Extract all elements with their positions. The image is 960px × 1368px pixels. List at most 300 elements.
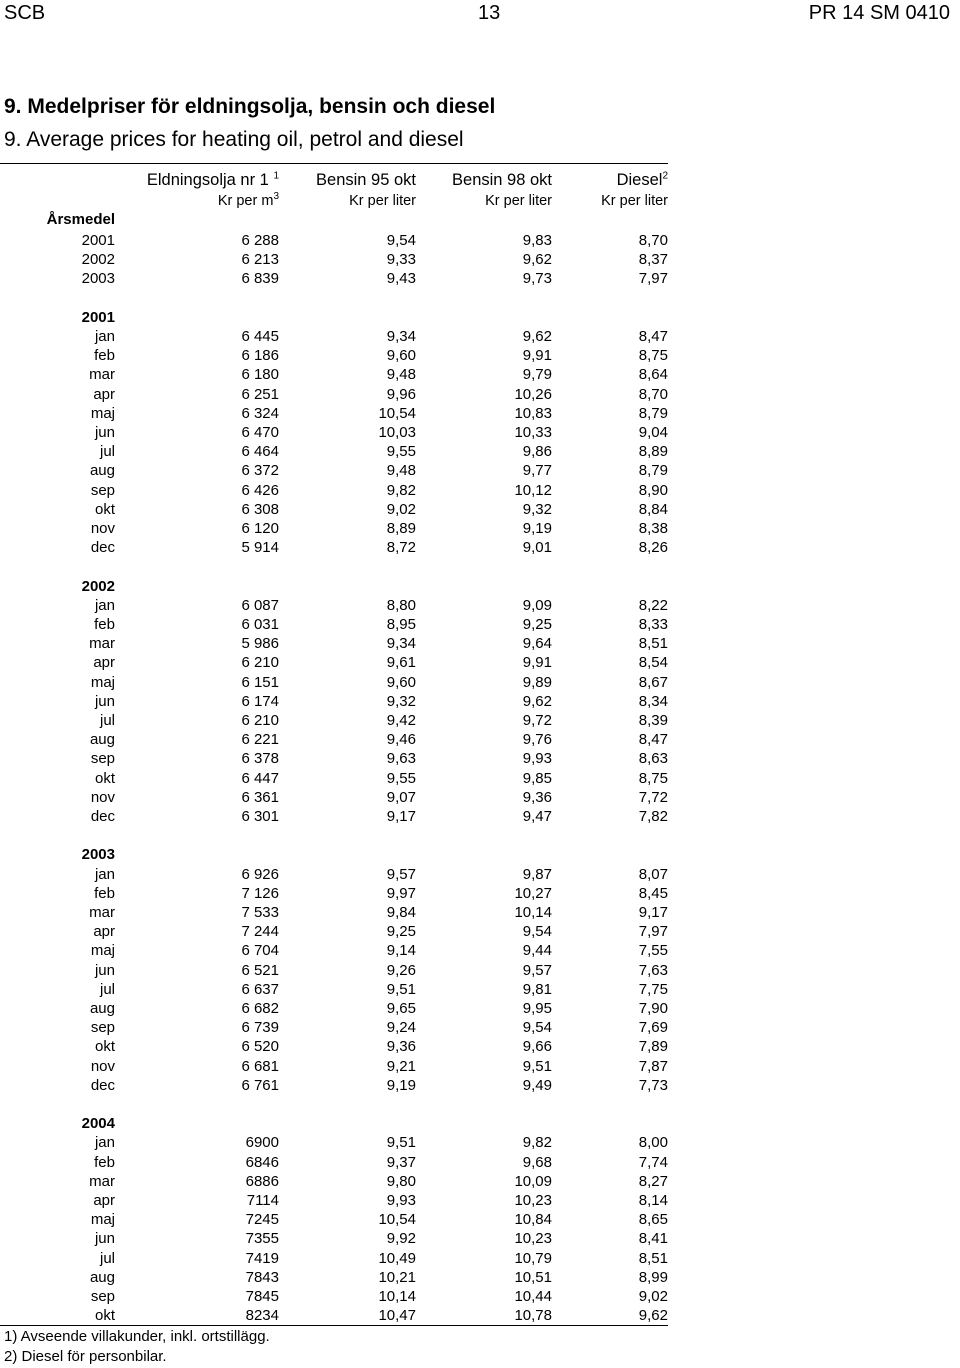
- row-label: okt: [94, 500, 115, 518]
- row-label: mar: [89, 1172, 115, 1190]
- row-label: jan: [94, 1134, 115, 1152]
- petrol-95-price: 9,48: [386, 462, 416, 480]
- row-label: 2002: [81, 251, 115, 269]
- diesel-price: 7,63: [638, 961, 668, 979]
- petrol-98-price: 9,91: [522, 654, 552, 672]
- petrol-98-price: 9,32: [522, 500, 552, 518]
- petrol-98-price: 9,89: [522, 673, 552, 691]
- heating-oil-price: 6 151: [241, 673, 279, 691]
- row-label: dec: [90, 539, 115, 557]
- month-row: [0, 941, 668, 960]
- row-label: jul: [99, 980, 115, 998]
- petrol-98-price: 9,36: [522, 788, 552, 806]
- heating-oil-price: 6 426: [241, 481, 279, 499]
- petrol-98-price: 10,83: [514, 404, 552, 422]
- year-group-label: 2003: [81, 846, 115, 864]
- column-name: Diesel: [616, 171, 663, 189]
- diesel-price: 8,54: [638, 654, 668, 672]
- petrol-95-price: 9,60: [386, 347, 416, 365]
- diesel-price: 8,37: [638, 251, 668, 269]
- petrol-95-price: 9,21: [386, 1057, 416, 1075]
- month-row: [0, 730, 668, 749]
- month-row: [0, 1249, 668, 1268]
- month-row: [0, 865, 668, 884]
- row-label: mar: [89, 904, 115, 921]
- petrol-95-price: 9,51: [386, 980, 416, 998]
- diesel-price: 9,62: [638, 1307, 668, 1325]
- petrol-95-price: 9,57: [386, 865, 416, 883]
- petrol-98-price: 9,72: [522, 712, 552, 729]
- month-row: [0, 1018, 668, 1037]
- petrol-95-price: 9,93: [386, 1192, 416, 1209]
- row-label: nov: [90, 788, 115, 806]
- petrol-95-price: 9,92: [386, 1230, 416, 1248]
- diesel-price: 7,73: [638, 1076, 668, 1094]
- petrol-95-price: 9,43: [386, 270, 416, 288]
- column-name: Bensin 98 okt: [452, 171, 552, 189]
- month-row: [0, 884, 668, 903]
- petrol-98-price: 9,54: [522, 923, 552, 941]
- petrol-98-price: 9,57: [522, 961, 552, 979]
- petrol-98-price: 10,23: [514, 1192, 552, 1209]
- row-label: dec: [90, 808, 115, 825]
- row-label: okt: [94, 769, 115, 787]
- heating-oil-price: 7355: [245, 1230, 279, 1248]
- petrol-98-price: 9,62: [522, 328, 552, 345]
- heating-oil-price: 6 301: [241, 808, 279, 825]
- row-label: sep: [90, 481, 115, 499]
- page-number: 13: [478, 2, 501, 24]
- diesel-price: 8,45: [638, 884, 668, 902]
- diesel-price: 8,39: [638, 712, 668, 729]
- petrol-95-price: 9,02: [386, 500, 416, 518]
- petrol-98-price: 9,09: [522, 596, 552, 614]
- year-group-label: 2004: [81, 1115, 115, 1133]
- petrol-95-price: 9,51: [386, 1134, 416, 1152]
- month-row: [0, 788, 668, 807]
- diesel-price: 7,89: [638, 1038, 668, 1056]
- petrol-95-price: 9,07: [386, 788, 416, 806]
- table-title-english: 9. Average prices for heating oil, petrol and diesel: [4, 128, 464, 151]
- heating-oil-price: 6 445: [241, 328, 279, 345]
- row-label: feb: [94, 616, 115, 633]
- row-label: nov: [90, 520, 115, 537]
- diesel-price: 7,74: [638, 1153, 668, 1171]
- diesel-price: 8,63: [638, 750, 668, 768]
- row-label: sep: [90, 1288, 115, 1305]
- petrol-95-price: 9,82: [386, 481, 416, 499]
- heating-oil-price: 6 210: [241, 712, 279, 729]
- petrol-95-price: 10,14: [378, 1288, 416, 1305]
- row-label: sep: [90, 750, 115, 768]
- diesel-price: 8,14: [638, 1192, 668, 1209]
- diesel-price: 8,22: [638, 596, 668, 614]
- petrol-98-price: 9,82: [522, 1134, 552, 1152]
- petrol-98-price: 9,85: [522, 769, 552, 787]
- petrol-95-price: 9,24: [386, 1019, 416, 1037]
- diesel-price: 7,55: [638, 942, 668, 960]
- heating-oil-price: 7 126: [241, 884, 279, 902]
- heating-oil-price: 6 637: [241, 980, 279, 998]
- month-row: [0, 1210, 668, 1229]
- petrol-95-price: 9,55: [386, 443, 416, 461]
- diesel-price: 8,26: [638, 539, 668, 557]
- row-label: dec: [90, 1076, 115, 1094]
- diesel-price: 8,51: [638, 635, 668, 653]
- heating-oil-price: 6 704: [241, 942, 279, 960]
- petrol-98-price: 9,49: [522, 1076, 552, 1094]
- petrol-98-price: 9,73: [522, 270, 552, 288]
- row-label: apr: [93, 923, 115, 941]
- petrol-95-price: 10,21: [378, 1268, 416, 1286]
- row-label: jul: [99, 1249, 115, 1267]
- petrol-95-price: 9,65: [386, 1000, 416, 1017]
- heating-oil-price: 6 031: [241, 616, 279, 633]
- row-label: jun: [94, 961, 115, 979]
- month-row: [0, 1268, 668, 1287]
- heating-oil-price: 6 324: [241, 404, 279, 422]
- diesel-price: 7,82: [638, 808, 668, 825]
- diesel-price: 8,79: [638, 404, 668, 422]
- petrol-98-price: 10,26: [514, 385, 552, 403]
- petrol-98-price: 10,84: [514, 1211, 552, 1229]
- document-id: PR 14 SM 0410: [808, 2, 950, 24]
- petrol-95-price: 10,49: [378, 1249, 416, 1267]
- month-row: [0, 423, 668, 442]
- petrol-98-price: 9,86: [522, 443, 552, 461]
- column-unit: Kr per liter: [601, 193, 668, 209]
- month-row: [0, 481, 668, 500]
- petrol-98-price: 9,91: [522, 347, 552, 365]
- month-row: [0, 596, 668, 615]
- petrol-95-price: 9,60: [386, 673, 416, 691]
- row-label: apr: [93, 654, 115, 672]
- footnote-2: 2) Diesel för personbilar.: [4, 1348, 167, 1365]
- petrol-95-price: 10,54: [378, 1211, 416, 1229]
- heating-oil-price: 6900: [245, 1134, 279, 1152]
- petrol-98-price: 9,68: [522, 1153, 552, 1171]
- month-row: [0, 461, 668, 480]
- petrol-98-price: 9,25: [522, 616, 552, 633]
- petrol-98-price: 9,64: [522, 635, 552, 653]
- table-top-rule: [0, 163, 668, 164]
- petrol-95-price: 9,17: [386, 808, 416, 825]
- petrol-98-price: 9,47: [522, 808, 552, 825]
- heating-oil-price: 7 244: [241, 923, 279, 941]
- month-row: [0, 1133, 668, 1152]
- month-row: [0, 538, 668, 557]
- diesel-price: 8,00: [638, 1134, 668, 1152]
- petrol-95-price: 9,34: [386, 635, 416, 653]
- diesel-price: 8,99: [638, 1268, 668, 1286]
- petrol-95-price: 9,32: [386, 692, 416, 710]
- column-unit: Kr per m: [217, 193, 274, 209]
- row-label: okt: [94, 1307, 115, 1325]
- month-row: [0, 903, 668, 922]
- petrol-95-price: 9,37: [386, 1153, 416, 1171]
- month-row: [0, 980, 668, 999]
- footnote-1: 1) Avseende villakunder, inkl. ortstillägg.: [4, 1328, 270, 1345]
- petrol-95-price: 10,54: [378, 404, 416, 422]
- heating-oil-price: 7114: [246, 1192, 279, 1209]
- petrol-95-price: 9,42: [386, 712, 416, 729]
- month-row: [0, 673, 668, 692]
- petrol-95-price: 8,80: [386, 596, 416, 614]
- petrol-98-price: 10,12: [514, 481, 552, 499]
- heating-oil-price: 6 521: [241, 961, 279, 979]
- petrol-95-price: 9,54: [386, 232, 416, 249]
- petrol-98-price: 10,09: [514, 1172, 552, 1190]
- month-row: [0, 365, 668, 384]
- month-row: [0, 807, 668, 826]
- row-label: jun: [94, 692, 115, 710]
- petrol-98-price: 9,44: [522, 942, 552, 960]
- diesel-price: 8,75: [638, 769, 668, 787]
- year-group-label: 2002: [81, 577, 115, 595]
- petrol-98-price: 9,54: [522, 1019, 552, 1037]
- petrol-98-price: 10,23: [514, 1230, 552, 1248]
- month-row: [0, 385, 668, 404]
- month-row: [0, 999, 668, 1018]
- petrol-95-price: 9,84: [386, 904, 416, 921]
- diesel-price: 7,72: [638, 788, 668, 806]
- petrol-95-price: 9,96: [386, 385, 416, 403]
- month-row: [0, 1172, 668, 1191]
- petrol-98-price: 9,66: [522, 1038, 552, 1056]
- diesel-price: 8,70: [638, 385, 668, 403]
- row-label: apr: [93, 1192, 115, 1209]
- petrol-98-price: 9,79: [522, 366, 552, 384]
- diesel-price: 9,02: [638, 1288, 668, 1305]
- year-group-label: 2001: [81, 308, 115, 326]
- petrol-95-price: 9,46: [386, 731, 416, 749]
- petrol-98-price: 9,62: [522, 692, 552, 710]
- petrol-98-price: 9,19: [522, 520, 552, 537]
- heating-oil-price: 6 361: [241, 788, 279, 806]
- heating-oil-price: 6 372: [241, 462, 279, 480]
- month-row: [0, 653, 668, 672]
- month-row: [0, 769, 668, 788]
- petrol-95-price: 9,36: [386, 1038, 416, 1056]
- month-row: [0, 1229, 668, 1248]
- diesel-price: 8,34: [638, 692, 668, 710]
- heating-oil-price: 7 533: [241, 904, 279, 921]
- heating-oil-price: 6 213: [241, 251, 279, 269]
- petrol-95-price: 9,33: [386, 251, 416, 269]
- row-label: nov: [90, 1057, 115, 1075]
- petrol-95-price: 9,61: [386, 654, 416, 672]
- month-row: [0, 327, 668, 346]
- petrol-98-price: 9,62: [522, 251, 552, 269]
- row-label: feb: [94, 1153, 115, 1171]
- petrol-95-price: 9,26: [386, 961, 416, 979]
- heating-oil-price: 6 120: [241, 520, 279, 537]
- month-row: [0, 1306, 668, 1325]
- diesel-price: 8,90: [638, 481, 668, 499]
- column-unit: Kr per liter: [349, 193, 416, 209]
- heating-oil-price: 6 180: [241, 366, 279, 384]
- diesel-price: 8,47: [638, 731, 668, 749]
- row-label: jan: [94, 328, 115, 345]
- heating-oil-price: 6 210: [241, 654, 279, 672]
- month-row: [0, 1037, 668, 1056]
- heating-oil-price: 6 761: [241, 1076, 279, 1094]
- heating-oil-price: 6 186: [241, 347, 279, 365]
- petrol-98-price: 10,44: [514, 1288, 552, 1305]
- heating-oil-price: 6 221: [241, 731, 279, 749]
- diesel-price: 9,04: [638, 424, 668, 441]
- row-label: jan: [94, 596, 115, 614]
- month-row: [0, 442, 668, 461]
- month-row: [0, 346, 668, 365]
- unit-exponent: 3: [273, 191, 279, 203]
- diesel-price: 8,64: [638, 366, 668, 384]
- petrol-98-price: 9,93: [522, 750, 552, 768]
- petrol-95-price: 9,19: [386, 1076, 416, 1094]
- petrol-98-price: 10,14: [514, 904, 552, 921]
- column-name: Bensin 95 okt: [316, 171, 416, 189]
- diesel-price: 8,41: [638, 1230, 668, 1248]
- footnote-ref: 2: [662, 170, 668, 182]
- diesel-price: 7,97: [638, 923, 668, 941]
- petrol-98-price: 10,33: [514, 424, 552, 441]
- heating-oil-price: 7843: [245, 1268, 279, 1286]
- petrol-98-price: 9,76: [522, 731, 552, 749]
- heating-oil-price: 6 251: [241, 385, 279, 403]
- row-label: 2001: [81, 232, 115, 249]
- petrol-98-price: 9,81: [522, 980, 552, 998]
- heating-oil-price: 6 470: [241, 424, 279, 441]
- heating-oil-price: 6 464: [241, 443, 279, 461]
- diesel-price: 8,84: [638, 500, 668, 518]
- petrol-98-price: 10,51: [514, 1268, 552, 1286]
- row-label: jun: [94, 424, 115, 441]
- row-label: aug: [89, 462, 115, 480]
- month-row: [0, 692, 668, 711]
- month-row: [0, 1153, 668, 1172]
- month-row: [0, 404, 668, 423]
- diesel-price: 8,38: [638, 520, 668, 537]
- annual-row: [0, 250, 668, 269]
- heating-oil-price: 6 378: [241, 750, 279, 768]
- diesel-price: 7,75: [638, 980, 668, 998]
- header-org: SCB: [4, 2, 46, 24]
- table-bottom-rule: [0, 1325, 668, 1326]
- row-label: maj: [90, 1211, 115, 1229]
- heating-oil-price: 6 839: [241, 270, 279, 288]
- heating-oil-price: 6 174: [241, 692, 279, 710]
- petrol-98-price: 9,51: [522, 1057, 552, 1075]
- diesel-price: 8,07: [638, 865, 668, 883]
- row-label: apr: [93, 385, 115, 403]
- petrol-98-price: 10,27: [514, 884, 552, 902]
- row-label: jan: [94, 865, 115, 883]
- month-row: [0, 1287, 668, 1306]
- month-row: [0, 922, 668, 941]
- petrol-95-price: 8,89: [386, 520, 416, 537]
- heating-oil-price: 6 308: [241, 500, 279, 518]
- diesel-price: 8,75: [638, 347, 668, 365]
- heating-oil-price: 5 986: [241, 635, 279, 653]
- column-unit: Kr per liter: [485, 193, 552, 209]
- petrol-95-price: 8,72: [386, 539, 416, 557]
- row-label: maj: [90, 404, 115, 422]
- diesel-price: 8,70: [638, 232, 668, 249]
- heating-oil-price: 6 520: [241, 1038, 279, 1056]
- month-row: [0, 500, 668, 519]
- row-label: aug: [89, 1268, 115, 1286]
- heating-oil-price: 7419: [245, 1249, 279, 1267]
- heating-oil-price: 6886: [245, 1172, 279, 1190]
- heating-oil-price: 6 087: [241, 596, 279, 614]
- row-label: jul: [99, 712, 115, 729]
- petrol-95-price: 9,34: [386, 328, 416, 345]
- row-label: feb: [94, 347, 115, 365]
- heating-oil-price: 5 914: [241, 539, 279, 557]
- row-label: jun: [94, 1230, 115, 1248]
- petrol-98-price: 9,77: [522, 462, 552, 480]
- row-label: sep: [90, 1019, 115, 1037]
- petrol-95-price: 10,47: [378, 1307, 416, 1325]
- row-label: 2003: [81, 270, 115, 288]
- annual-row: [0, 269, 668, 288]
- petrol-95-price: 9,80: [386, 1172, 416, 1190]
- heating-oil-price: 6 447: [241, 769, 279, 787]
- row-label: aug: [89, 731, 115, 749]
- petrol-95-price: 9,97: [386, 884, 416, 902]
- month-row: [0, 519, 668, 538]
- diesel-price: 7,97: [638, 270, 668, 288]
- petrol-98-price: 9,83: [522, 232, 552, 249]
- row-label: mar: [89, 366, 115, 384]
- column-name: Eldningsolja nr 1: [146, 171, 269, 189]
- heating-oil-price: 8234: [245, 1307, 279, 1325]
- month-row: [0, 1076, 668, 1095]
- diesel-price: 8,65: [638, 1211, 668, 1229]
- month-row: [0, 615, 668, 634]
- diesel-price: 8,33: [638, 616, 668, 633]
- annual-row: [0, 231, 668, 250]
- heating-oil-price: 6 926: [241, 865, 279, 883]
- petrol-98-price: 10,78: [514, 1307, 552, 1325]
- row-label: maj: [90, 942, 115, 960]
- diesel-price: 8,79: [638, 462, 668, 480]
- diesel-price: 8,47: [638, 328, 668, 345]
- row-label: aug: [89, 1000, 115, 1017]
- petrol-98-price: 9,95: [522, 1000, 552, 1017]
- row-label: maj: [90, 673, 115, 691]
- month-row: [0, 711, 668, 730]
- diesel-price: 7,69: [638, 1019, 668, 1037]
- heating-oil-price: 6 682: [241, 1000, 279, 1017]
- petrol-95-price: 10,03: [378, 424, 416, 441]
- month-row: [0, 961, 668, 980]
- heating-oil-price: 7245: [245, 1211, 279, 1229]
- month-row: [0, 749, 668, 768]
- petrol-95-price: 9,48: [386, 366, 416, 384]
- diesel-price: 8,27: [638, 1172, 668, 1190]
- heating-oil-price: 6 681: [241, 1057, 279, 1075]
- petrol-95-price: 9,63: [386, 750, 416, 768]
- petrol-95-price: 8,95: [386, 616, 416, 633]
- diesel-price: 7,90: [638, 1000, 668, 1017]
- petrol-95-price: 9,14: [386, 942, 416, 960]
- month-row: [0, 1057, 668, 1076]
- diesel-price: 7,87: [638, 1057, 668, 1075]
- row-label: okt: [94, 1038, 115, 1056]
- row-label: feb: [94, 884, 115, 902]
- diesel-price: 8,51: [638, 1249, 668, 1267]
